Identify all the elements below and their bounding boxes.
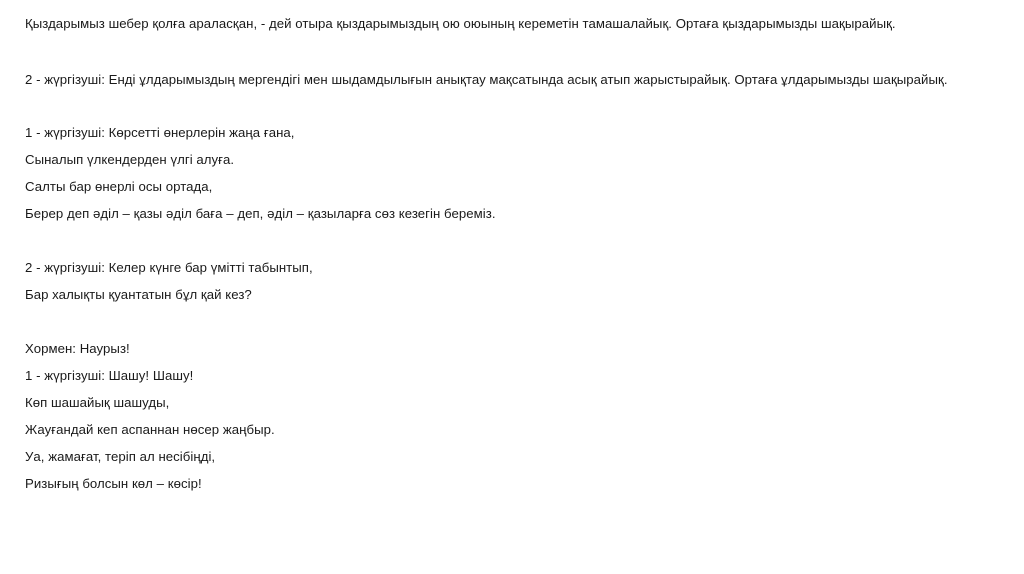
paragraph-girls-invitation: Қыздарымыз шебер қолға араласқан, - дей отыра қыздарымыздың ою оюының кереметін тамашалайық. Ортаға қыздарымызды шақырайық.: [25, 16, 896, 31]
stanza-line: Бар халықты қуантатын бұл қай кез?: [25, 287, 252, 302]
stanza-line: 1 - жүргізуші: Шашу! Шашу!: [25, 368, 194, 383]
stanza-line: Берер деп әділ – қазы әділ баға – деп, әділ – қазыларға сөз кезегін береміз.: [25, 206, 496, 221]
stanza-line: 1 - жүргізуші: Көрсетті өнерлерін жаңа ғана,: [25, 125, 295, 140]
stanza-line: Уа, жамағат, теріп ал несібіңді,: [25, 449, 216, 464]
stanza-line: Көп шашайық шашуды,: [25, 395, 170, 410]
stanza-line: Ризығың болсын көл – көсір!: [25, 476, 202, 491]
stanza-line: Жауғандай кеп аспаннан нөсер жаңбыр.: [25, 422, 275, 437]
stanza-line: Хормен: Наурыз!: [25, 341, 130, 356]
paragraph-boys-competition: 2 - жүргізуші: Енді ұлдарымыздың мергендігі мен шыдамдылығын анықтау мақсатында асық атып жарыстырайық. Ортаға ұлдарымызды шақырайық.: [25, 72, 948, 87]
stanza-line: 2 - жүргізуші: Келер күнге бар үмітті табынтып,: [25, 260, 313, 275]
stanza-line: Сыналып үлкендерден үлгі алуға.: [25, 152, 235, 167]
stanza-line: Салты бар өнерлі осы ортада,: [25, 179, 213, 194]
